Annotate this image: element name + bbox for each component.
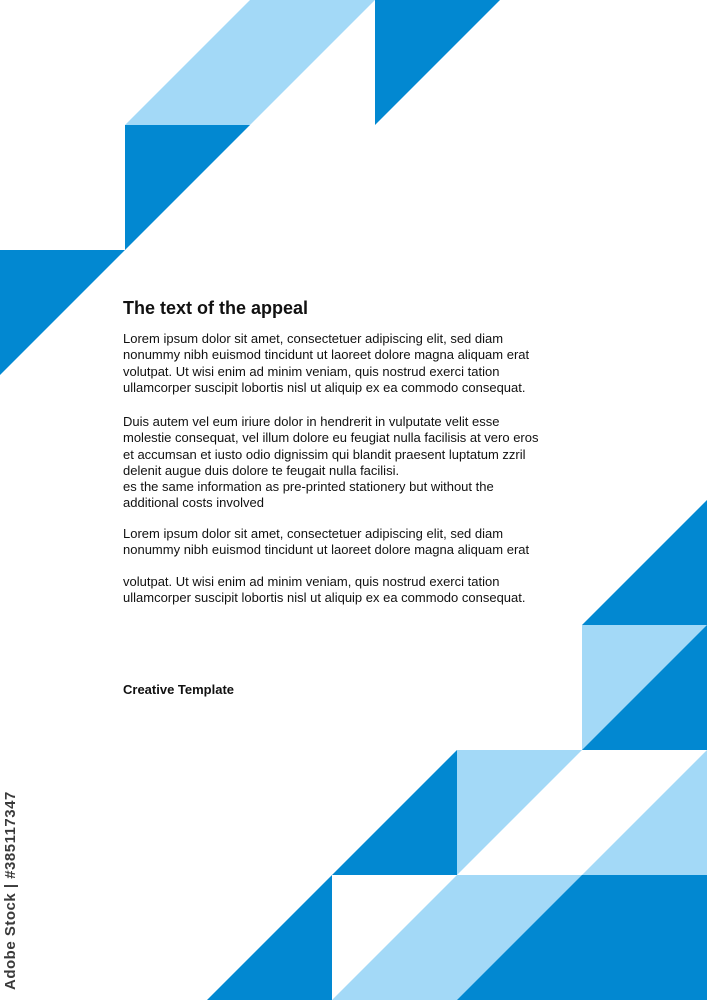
body-paragraph-3 [123, 526, 529, 559]
text-line: Duis autem vel eum iriure dolor in hendrerit in vulputate velit esse [123, 414, 500, 429]
triangle-dark-bottom-left [207, 875, 332, 1000]
text-line: et accumsan et iusto odio dignissim qui blandit praesent luptatum zzril [123, 446, 526, 462]
text-line: additional costs involved [123, 495, 264, 511]
body-paragraph-2 [123, 414, 539, 512]
text-line: nonummy nibh euismod tincidunt ut laoreet dolore magna aliquam erat [123, 542, 530, 558]
triangle-dark-top-right [375, 0, 500, 125]
text-line: Lorem ipsum dolor sit amet, consectetuer adipiscing elit, sed diam [123, 526, 504, 541]
body-paragraph-1 [123, 331, 529, 396]
stock-watermark: Adobe Stock | #385117347 [2, 791, 19, 990]
text-line: ullamcorper suscipit lobortis nisl ut aliquip ex ea commodo consequat. [123, 590, 526, 606]
text-line: volutpat. Ut wisi enim ad minim veniam, quis nostrud exerci tation [123, 363, 500, 379]
text-line: volutpat. Ut wisi enim ad minim veniam, quis nostrud exerci tation [123, 574, 500, 589]
text-line: molestie consequat, vel illum dolore eu feugiat nulla facilisis at vero eros [123, 430, 539, 446]
signature: Creative Template [123, 682, 235, 697]
triangle-light-top [125, 0, 375, 125]
triangle-dark-mid [332, 750, 457, 875]
triangle-dark-edge-left [0, 250, 125, 375]
text-line: delenit augue duis dolore te feugait nulla facilisi. [123, 462, 400, 478]
appeal-title: The text of the appeal [123, 298, 309, 318]
triangle-dark-right-upper [582, 500, 707, 625]
triangle-light-right-mid [582, 750, 707, 875]
text-line: Lorem ipsum dolor sit amet, consectetuer adipiscing elit, sed diam [123, 331, 504, 346]
text-line: es the same information as pre-printed stationery but without the [123, 479, 494, 495]
text-line: ullamcorper suscipit lobortis nisl ut aliquip ex ea commodo consequat. [123, 379, 526, 395]
text-line: nonummy nibh euismod tincidunt ut laoreet dolore magna aliquam erat [123, 347, 530, 363]
triangle-dark-middle-left [125, 125, 250, 250]
body-paragraph-4 [123, 574, 525, 607]
